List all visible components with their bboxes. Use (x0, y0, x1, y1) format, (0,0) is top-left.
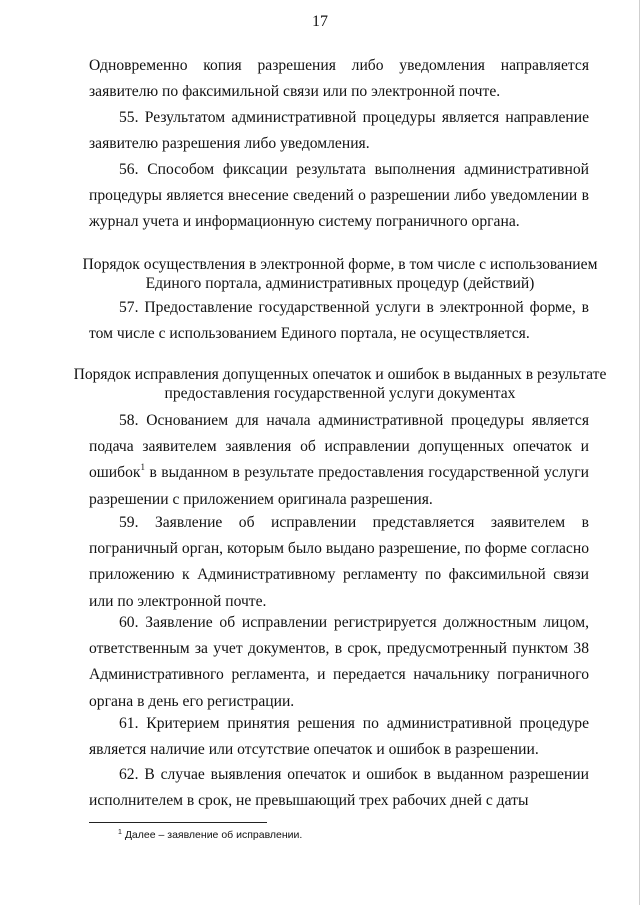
section-heading-electronic-form: Порядок осуществления в электронной форме, в том числе с использованием Единого портала, административных процедур (действий) (82, 256, 598, 292)
paragraph-62: 62. В случае выявления опечаток и ошибок в выданном разрешении исполнителем в срок, не превышающий трех рабочих дней с даты (89, 766, 589, 810)
paragraph-55: 55. Результатом административной процедуры является направление заявителю разрешения либо уведомления. (89, 109, 589, 153)
footnote-text: Далее – заявление об исправлении. (121, 829, 303, 841)
page-number: 17 (312, 13, 328, 30)
paragraph-60: 60. Заявление об исправлении регистрируется должностным лицом, ответственным за учет документов, в срок, предусмотренный пунктом 38 Административного регламента, и передается начальнику пограничного органа в день его регистрации. (89, 614, 589, 710)
footnote-divider (89, 822, 267, 823)
section-heading-corrections: Порядок исправления допущенных опечаток и ошибок в выданных в результате предоставления государственной услуги документах (73, 366, 607, 402)
paragraph-58-end: в выданном в результате предоставления государственной услуги разрешении с приложением оригинала разрешения. (89, 464, 589, 508)
paragraph-58 (89, 408, 589, 513)
paragraph-57: 57. Предоставление государственной услуги в электронной форме, в том числе с использованием Единого портала, не осуществляется. (89, 299, 589, 343)
paragraph-58-start: 58. Основанием для начала административной процедуры является подача заявителем заявления об исправлении допущенных опечаток и ошибок (89, 412, 589, 482)
paragraph-61: 61. Критерием принятия решения по административной процедуре является наличие или отсутствие опечаток и ошибок в разрешении. (89, 715, 589, 759)
paragraph-59: 59. Заявление об исправлении представляется заявителем в пограничный орган, которым было выдано разрешение, по форме согласно приложению к Административному регламенту по факсимильной связи или по электронной почте. (89, 514, 589, 610)
paragraph-continuation: Одновременно копия разрешения либо уведомления направляется заявителю по факсимильной связи или по электронной почте. (89, 57, 589, 101)
footnote (118, 828, 302, 842)
paragraph-56: 56. Способом фиксации результата выполнения административной процедуры является внесение сведений о разрешении либо уведомлении в журнал учета и информационную систему пограничного органа. (89, 161, 589, 231)
footnote-marker: 1 (118, 829, 122, 836)
footnote-reference[interactable]: 1 (140, 462, 145, 473)
